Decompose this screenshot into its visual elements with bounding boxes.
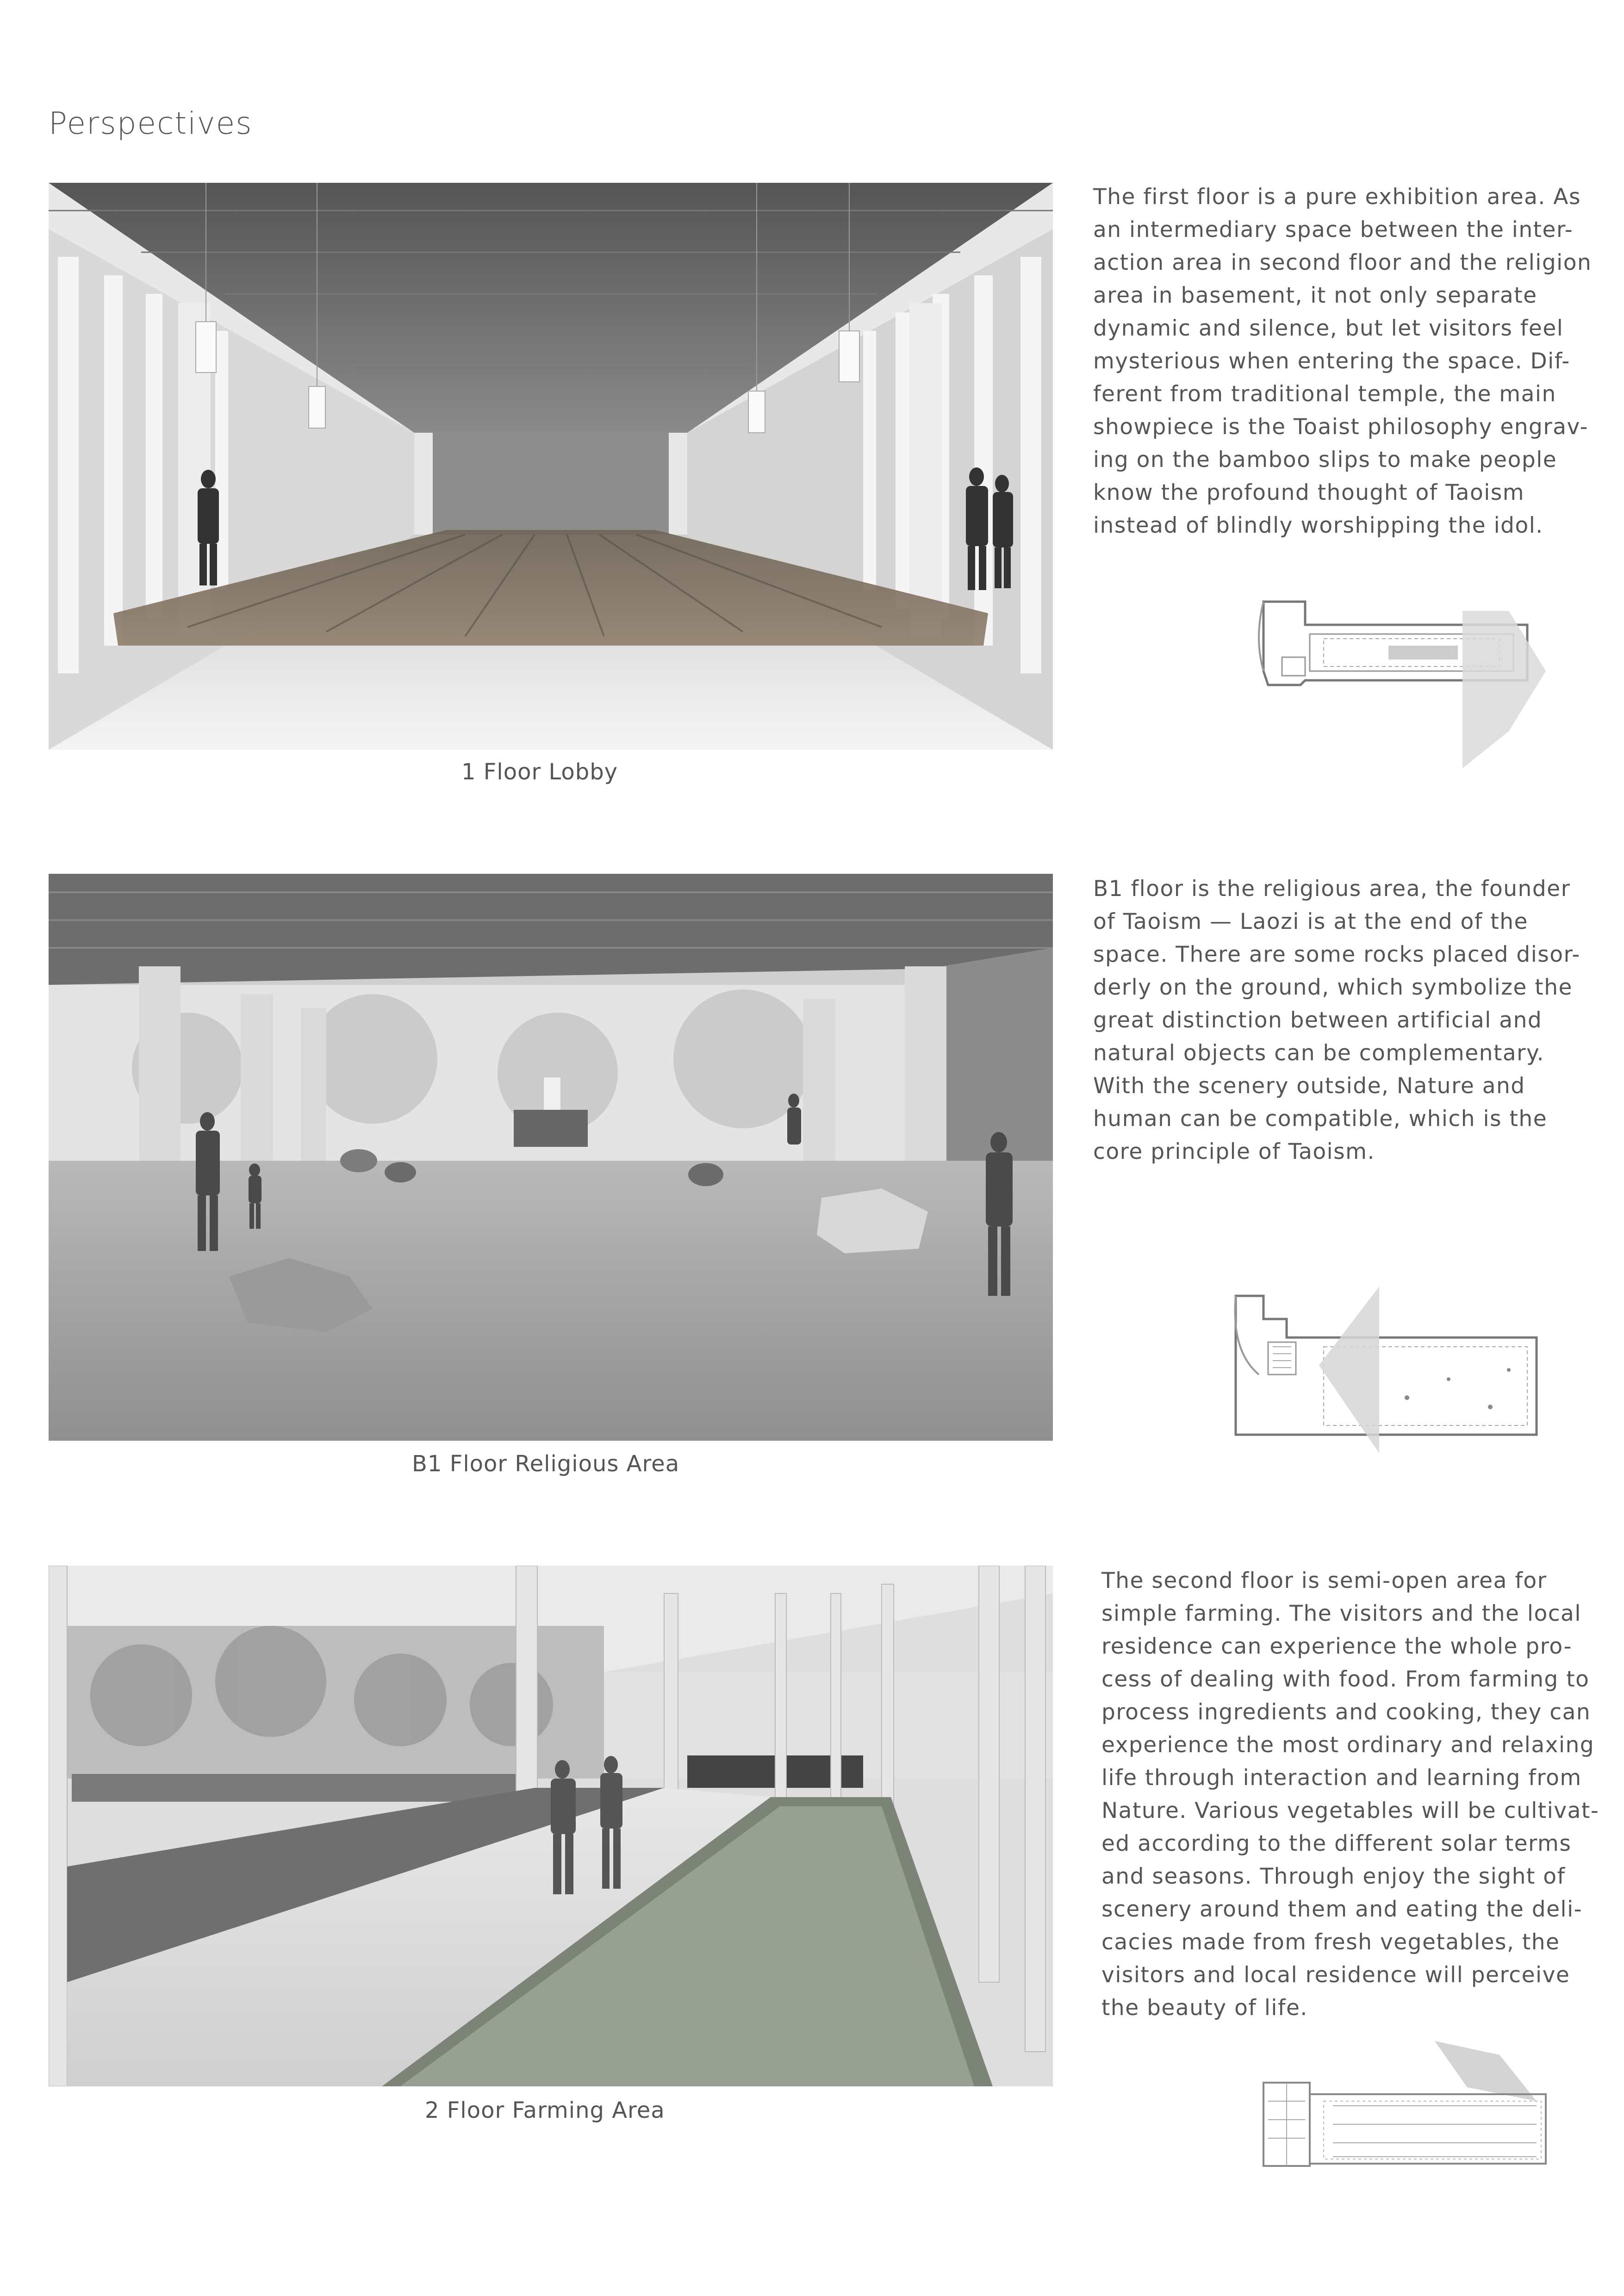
description-line: natural objects can be complementary. (1093, 1040, 1545, 1066)
description-line: of Taoism — Laozi is at the end of the (1093, 909, 1528, 934)
description-line: scenery around them and eating the deli- (1101, 1897, 1583, 1922)
religious-area-description (1093, 872, 1580, 1168)
description-line: action area in second floor and the religion (1093, 250, 1592, 275)
description-line: life through interaction and learning from (1101, 1765, 1582, 1791)
description-line: the beauty of life. (1101, 1995, 1308, 2021)
lobby-caption: 1 Floor Lobby (461, 759, 618, 785)
description-line: area in basement, it not only separate (1093, 283, 1537, 308)
description-line: B1 floor is the religious area, the founder (1093, 876, 1571, 902)
religious-area-render (49, 874, 1053, 1441)
description-line: mysterious when entering the space. Dif- (1093, 348, 1570, 374)
description-line: The first floor is a pure exhibition area. As (1093, 184, 1581, 210)
lobby-render (49, 183, 1053, 750)
description-line: The second floor is semi-open area for (1101, 1568, 1547, 1593)
farming-area-floor-plan-diagram (1259, 2036, 1555, 2175)
farming-area-caption: 2 Floor Farming Area (425, 2097, 665, 2123)
description-line: dynamic and silence, but let visitors feel (1093, 316, 1564, 341)
description-line: ed according to the different solar terms (1101, 1831, 1572, 1856)
lobby-description (1093, 180, 1592, 542)
description-line: process ingredients and cooking, they can (1101, 1699, 1591, 1725)
description-line: ferent from traditional temple, the main (1093, 381, 1556, 407)
description-line: experience the most ordinary and relaxing (1101, 1732, 1595, 1758)
description-line: residence can experience the whole pro- (1101, 1634, 1572, 1659)
description-line: cacies made from fresh vegetables, the (1101, 1929, 1560, 1955)
description-line: Nature. Various vegetables will be cultivat- (1101, 1798, 1599, 1823)
description-line: instead of blindly worshipping the idol. (1093, 513, 1543, 538)
description-line: ing on the bamboo slips to make people (1093, 447, 1557, 473)
description-line: great distinction between artificial and (1093, 1008, 1543, 1033)
page-title: Perspectives (49, 106, 253, 141)
description-line: simple farming. The visitors and the local (1101, 1601, 1581, 1626)
description-line: cess of dealing with food. From farming to (1101, 1667, 1590, 1692)
description-line: visitors and local residence will perceive (1101, 1962, 1570, 1988)
description-line: derly on the ground, which symbolize the (1093, 975, 1573, 1000)
religious-area-floor-plan-diagram (1231, 1287, 1546, 1472)
religious-area-caption: B1 Floor Religious Area (412, 1451, 680, 1477)
description-line: With the scenery outside, Nature and (1093, 1073, 1525, 1099)
description-line: space. There are some rocks placed disor- (1093, 942, 1580, 967)
farming-area-description (1101, 1564, 1599, 2024)
lobby-floor-plan-diagram (1250, 592, 1546, 805)
description-line: and seasons. Through enjoy the sight of (1101, 1864, 1566, 1889)
description-line: core principle of Taoism. (1093, 1139, 1375, 1164)
description-line: showpiece is the Toaist philosophy engrav- (1093, 414, 1589, 440)
description-line: know the profound thought of Taoism (1093, 480, 1525, 505)
farming-area-render (49, 1566, 1053, 2086)
description-line: an intermediary space between the inter- (1093, 217, 1574, 243)
description-line: human can be compatible, which is the (1093, 1106, 1548, 1132)
